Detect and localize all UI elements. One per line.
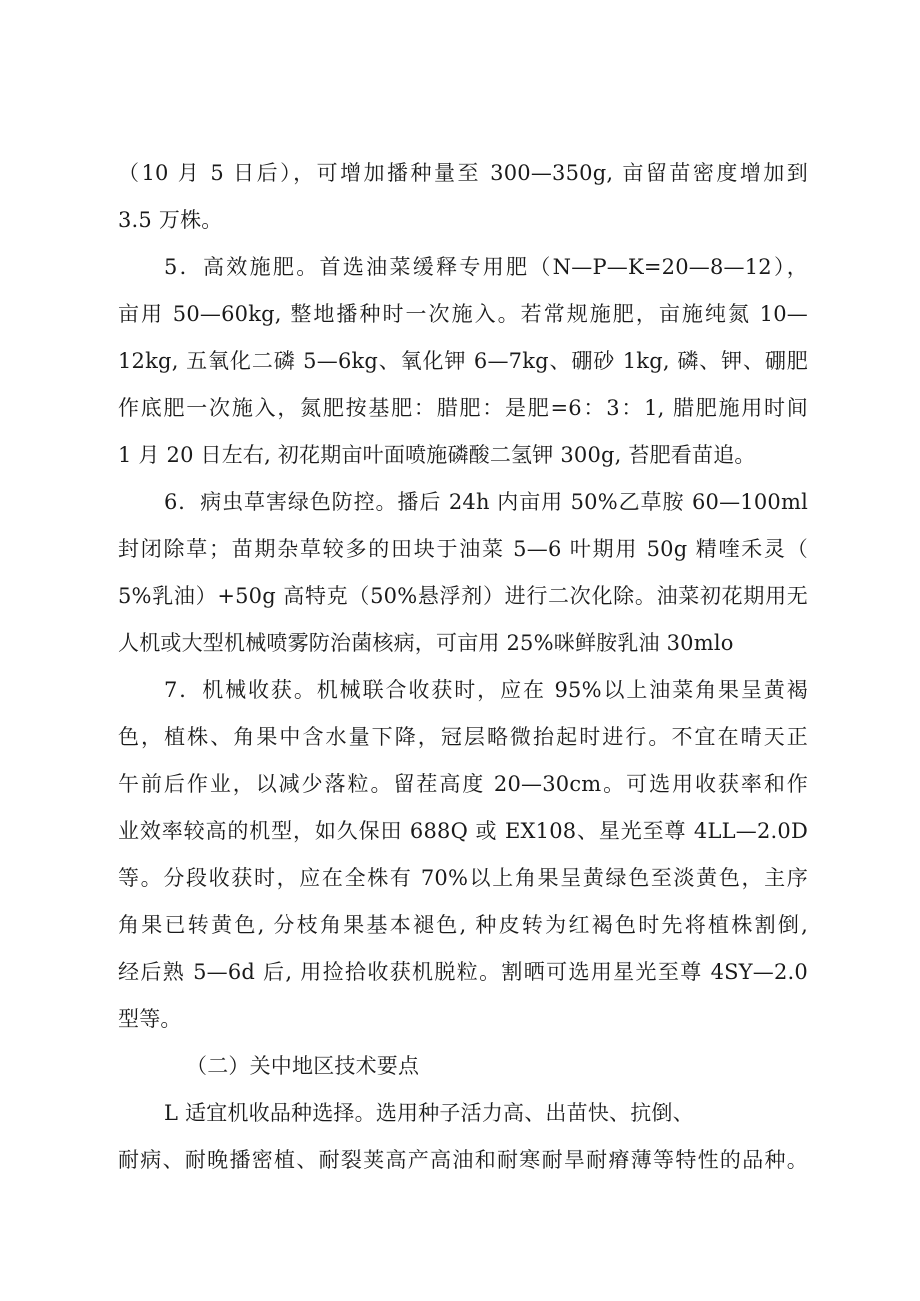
paragraph-heading-7: 7．机械收获。机械联合收获时，应在 95%以上油菜角果呈黄褐 (164, 678, 808, 702)
text-line: 封闭除草；苗期杂草较多的田块于油菜 5—6 叶期用 50g 精喹禾灵（ (118, 537, 808, 561)
text-line: 经后熟 5—6d 后, 用捡拾收获机脱粒。割晒可选用星光至尊 4SY—2.0 (118, 960, 808, 984)
text-line: 角果已转黄色, 分枝角果基本褪色, 种皮转为红褐色时先将植株割倒, (118, 913, 808, 937)
text-line: 色，植株、角果中含水量下降，冠层略微抬起时进行。不宜在晴天正 (118, 725, 808, 749)
text-line: 人机或大型机械喷雾防治菌核病，可亩用 25%咪鲜胺乳油 30mlo (118, 631, 734, 655)
text-line: 等。分段收获时，应在全株有 70%以上角果呈黄绿色至淡黄色，主序 (118, 866, 808, 890)
paragraph-heading-1: L 适宜机收品种选择。选用种子活力高、出苗快、抗倒、 (164, 1101, 694, 1125)
text-line: 型等。 (118, 1007, 182, 1031)
paragraph-heading-5: 5．高效施肥。首选油菜缓释专用肥（N—P—K=20—8—12）， (164, 255, 808, 279)
text-line: 作底肥一次施入，氮肥按基肥：腊肥：是肥=6：3：1, 腊肥施用时间 (118, 396, 808, 420)
text-line: 业效率较高的机型，如久保田 688Q 或 EX108、星光至尊 4LL—2.0D (118, 819, 808, 843)
text-line: 亩用 50—60kg, 整地播种时一次施入。若常规施肥，亩施纯氮 10— (118, 302, 808, 326)
section-heading: （二）关中地区技术要点 (186, 1054, 420, 1078)
text-line: 3.5 万株。 (118, 208, 223, 232)
text-line: 12kg, 五氧化二磷 5—6kg、氧化钾 6—7kg、硼砂 1kg, 磷、钾、硼肥 (118, 349, 808, 373)
text-line: （10 月 5 日后），可增加播种量至 300—350g, 亩留苗密度增加到 (118, 161, 808, 185)
text-line: 1 月 20 日左右, 初花期亩叶面喷施磷酸二氢钾 300g, 苔肥看苗追。 (118, 443, 756, 467)
document-body (118, 160, 808, 1194)
text-line: 午前后作业，以减少落粒。留茬高度 20—30cm。可选用收获率和作 (118, 772, 808, 796)
text-line: 耐病、耐晚播密植、耐裂荚高产高油和耐寒耐旱耐瘠薄等特性的品种。 (118, 1148, 808, 1172)
text-line: 5%乳油）+50g 高特克（50%悬浮剂）进行二次化除。油菜初花期用无 (118, 584, 808, 608)
paragraph-heading-6: 6．病虫草害绿色防控。播后 24h 内亩用 50%乙草胺 60—100ml (164, 490, 808, 514)
